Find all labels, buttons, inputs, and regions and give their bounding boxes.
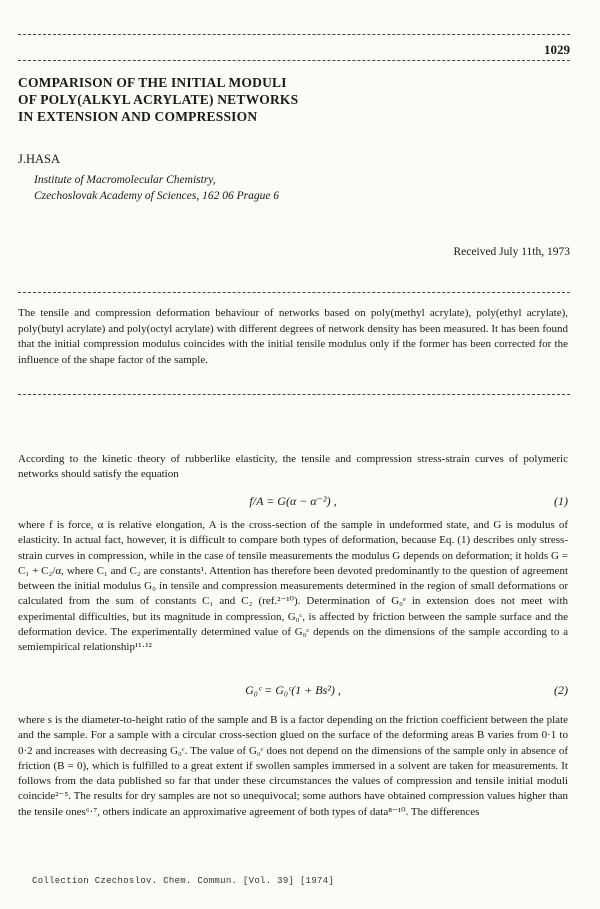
equation-expression: G₀ᶜ = G₀ᶜ(1 + Bs²) , (245, 683, 341, 697)
affiliation-line: Institute of Macromolecular Chemistry, (34, 174, 216, 186)
title-line: COMPARISON OF THE INITIAL MODULI (18, 75, 287, 90)
body-paragraph-1: According to the kinetic theory of rubberlike elasticity, the tensile and compression stress-strain curves of polymeric networks should satisfy the equation (18, 453, 568, 481)
journal-footer: Collection Czechoslov. Chem. Commun. [Vol. 39] [1974] (32, 876, 335, 886)
title-line: IN EXTENSION AND COMPRESSION (18, 109, 258, 124)
equation-expression: f/A = G(α − α⁻²) , (249, 494, 337, 508)
header-rule (18, 60, 570, 61)
article-title (18, 74, 438, 125)
received-date: Received July 11th, 1973 (453, 246, 570, 258)
abstract-top-rule (18, 292, 570, 293)
title-line: OF POLY(ALKYL ACRYLATE) NETWORKS (18, 92, 299, 107)
equation-number: (1) (554, 494, 568, 508)
top-rule (18, 34, 570, 35)
affiliation (34, 172, 279, 204)
affiliation-line: Czechoslovak Academy of Sciences, 162 06 Prague 6 (34, 190, 280, 202)
equation-1 (18, 494, 568, 510)
equation-number: (2) (554, 683, 568, 697)
abstract-bottom-rule (18, 394, 570, 395)
author: J.HASA (18, 152, 61, 166)
abstract: The tensile and compression deformation behaviour of networks based on poly(methyl acrylate), poly(ethyl acrylate), poly(butyl acrylate) and poly(octyl acrylate) with different degrees of network density has been measured. It has been found that the initial compression modulus coincides with the initial tensile modulus only if the former has been corrected for the influence of the shape factor of the sample. (18, 307, 568, 366)
equation-2 (18, 683, 568, 699)
body-paragraph-2: where f is force, α is relative elongation, A is the cross-section of the sample in undeformed state, and G is modulus of elasticity. In actual fact, however, it is difficult to compare both types of deformation, because Eq. (1) describes only stress-strain curves in compression, while in the case of tensile measurements the modulus G depends on deformation; it holds G = C₁ + C₂/α, where C₁ and C₂ are constants¹. Attention has therefore been devoted predominantly to the question of agreement between the initial modulus G₀ in tensile and compression measurements determined in the region of small deformations or calculated from the sum of constants C₁ and C₂ (ref.²⁻¹⁰). Determination of G₀ᵉ in extension does not meet with experimental difficulties, but its magnitude in compression, G₀ᶜ, is affected by friction between the sample surface and the deformation device. The experimentally determined value of G₀ᶜ depends on the dimensions of the sample according to a semiempirical relationship¹¹·¹² (18, 519, 568, 654)
body-paragraph-3: where s is the diameter-to-height ratio of the sample and B is a factor depending on the friction coefficient between the plate and the sample. For a sample with a circular cross-section glued on the surface of the deforming areas B varies from 0·1 to 0·2 and increases with decreasing G₀ᶜ. The value of G₀ᶜ does not depend on the dimensions of the sample only in absence of friction (B = 0), which is fulfilled to a great extent if swollen samples immersed in a solvent are taken for measurements. It follows from the data published so far that under these circumstances the values of compression and tensile initial moduli coincide²⁻⁵. The results for dry samples are not so unequivocal; some authors have obtained compression values higher than the tensile ones⁶·⁷, others indicate an approximative agreement of both types of data⁸⁻¹⁰. The differences (18, 714, 568, 818)
page-number: 1029 (544, 42, 570, 57)
